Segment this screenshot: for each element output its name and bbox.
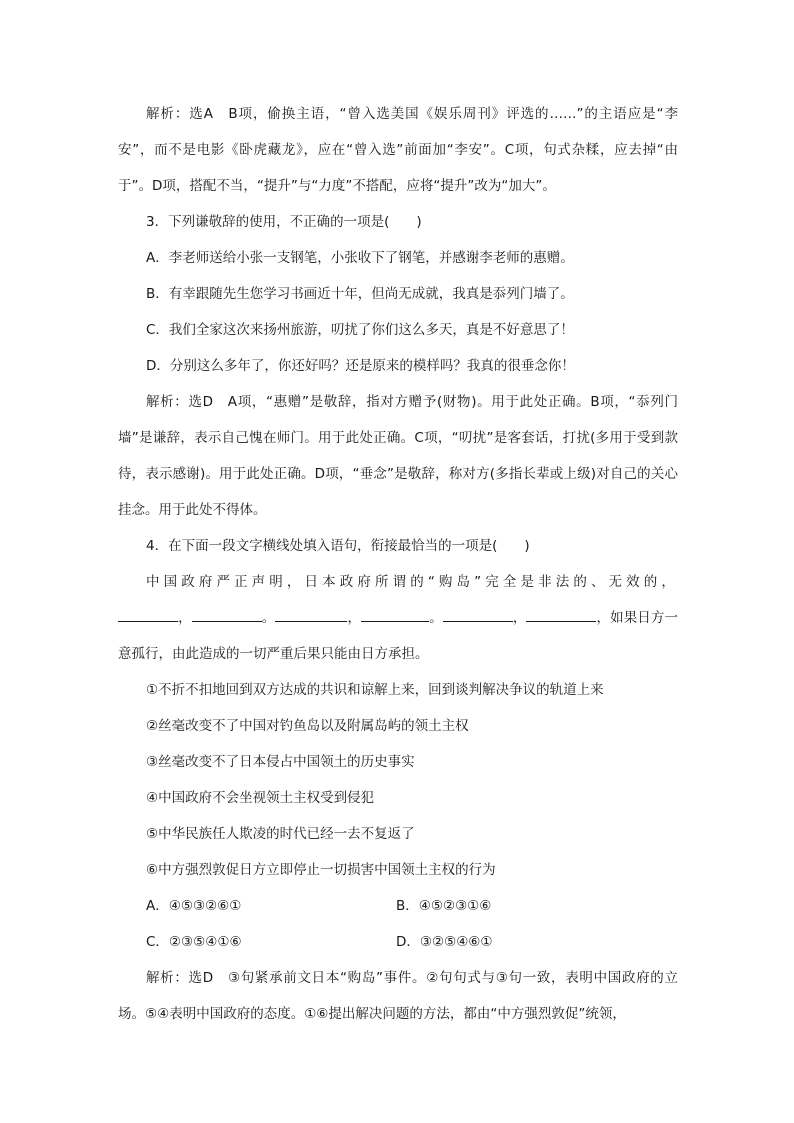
q4-choices-row-1 bbox=[146, 888, 678, 924]
q4-passage-start: 中国政府严正声明，日本政府所谓的“购岛”完全是非法的、无效的， bbox=[146, 574, 678, 590]
fill-blank-1[interactable] bbox=[118, 607, 178, 622]
q4-choices-row-2 bbox=[146, 924, 678, 960]
q3-stem: 3．下列谦敬辞的使用，不正确的一项是( ) bbox=[146, 214, 422, 230]
fill-blank-5[interactable] bbox=[443, 607, 513, 622]
q3-option-c: C．我们全家这次来扬州旅游，叨扰了你们这么多天，真是不好意思了！ bbox=[146, 322, 574, 338]
q3-option-a: A．李老师送给小张一支钢笔，小张收下了钢笔，并感谢李老师的惠赠。 bbox=[146, 250, 574, 266]
q4-item-3: ③丝毫改变不了日本侵占中国领土的历史事实 bbox=[146, 754, 415, 770]
fill-blank-6[interactable] bbox=[526, 607, 596, 622]
q4-item-6: ⑥中方强烈敦促日方立即停止一切损害中国领土主权的行为 bbox=[146, 862, 496, 878]
q4-analysis: 解析：选D ③句紧承前文日本“购岛”事件。②句句式与③句一致，表明中国政府的立场。⑤④表明中国政府的态度。①⑥提出解决问题的方法，都由“中方强烈敦促”统领， bbox=[118, 970, 678, 1022]
q4-item-5: ⑤中华民族任人欺凌的时代已经一去不复返了 bbox=[146, 826, 415, 842]
q4-choice-b: B．④⑤②③①⑥ bbox=[396, 898, 492, 914]
q4-stem: 4．在下面一段文字横线处填入语句，衔接最恰当的一项是( ) bbox=[146, 538, 530, 554]
q3-option-d: D．分别这么多年了，你还好吗？还是原来的模样吗？我真的很垂念你！ bbox=[146, 358, 575, 374]
q4-choice-c: C．②③⑤④①⑥ bbox=[146, 934, 242, 950]
q4-passage: 中国政府严正声明，日本政府所谓的“购岛”完全是非法的、无效的，， 。 ， 。 ， ，如果日方一意孤行，由此造成的一切严重后果只能由日方承担。 bbox=[118, 574, 678, 662]
fill-blank-3[interactable] bbox=[275, 607, 347, 622]
q3-analysis: 解析：选D A项，“惠赠”是敬辞，指对方赠予(财物)。用于此处正确。B项，“忝列门墙”是谦辞，表示自己愧在师门。用于此处正确。C项，“叨扰”是客套话，打扰(多用于受到款待，表示感谢)。用于此处正确。D项，“垂念”是敬辞，称对方(多指长辈或上级)对自己的关心挂念。用于此处不得体。 bbox=[118, 394, 678, 518]
q4-passage-end: ，如果日方一意孤行，由此造成的一切严重后果只能由日方承担。 bbox=[118, 610, 678, 662]
fill-blank-2[interactable] bbox=[192, 607, 262, 622]
q3-option-b: B．有幸跟随先生您学习书画近十年，但尚无成就，我真是忝列门墙了。 bbox=[146, 286, 574, 302]
q4-choice-d: D．③②⑤④⑥① bbox=[396, 934, 493, 950]
q2-analysis: 解析：选A B项，偷换主语，“曾入选美国《娱乐周刊》评选的……”的主语应是“李安”，而不是电影《卧虎藏龙》，应在“曾入选”前面加“李安”。C项，句式杂糅，应去掉“由于”。D项，搭配不当，“提升”与“力度”不搭配，应将“提升”改为“加大”。 bbox=[118, 106, 678, 194]
q4-item-4: ④中国政府不会坐视领土主权受到侵犯 bbox=[146, 790, 375, 806]
q4-item-2: ②丝毫改变不了中国对钓鱼岛以及附属岛屿的领土主权 bbox=[146, 718, 469, 734]
q4-choice-a: A．④⑤③②⑥① bbox=[146, 898, 242, 914]
q4-item-1: ①不折不扣地回到双方达成的共识和谅解上来，回到谈判解决争议的轨道上来 bbox=[146, 682, 604, 698]
fill-blank-4[interactable] bbox=[361, 607, 429, 622]
